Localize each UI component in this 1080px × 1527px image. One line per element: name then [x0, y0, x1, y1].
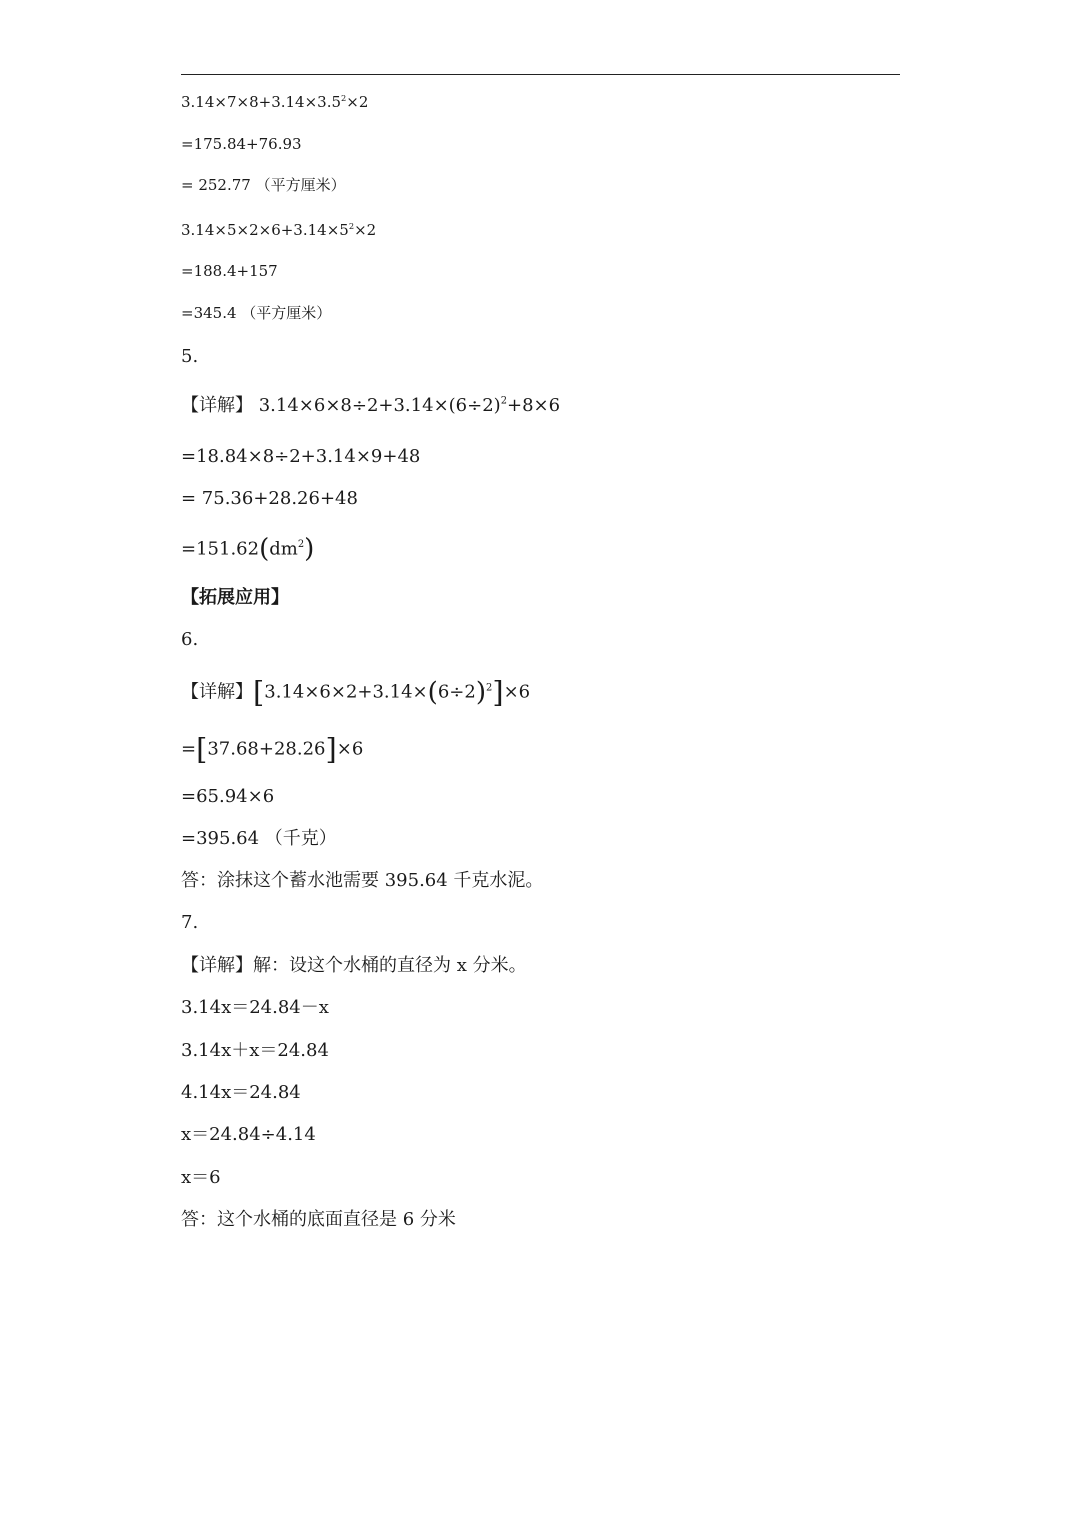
equation-line: =18.84×8÷2+3.14×9+48 — [181, 446, 421, 467]
equation-text: ×6 — [336, 738, 364, 760]
equation-line: =188.4+157 — [181, 262, 278, 280]
solution-line: 【详解】解：设这个水桶的直径为 x 分米。 — [181, 955, 527, 976]
exponent: 2 — [341, 92, 347, 103]
answer-line: 答：这个水桶的底面直径是 6 分米 — [181, 1209, 456, 1230]
equation-text: 3.14×6×2+3.14× — [264, 681, 428, 703]
right-paren: ) — [304, 534, 315, 564]
equation-text: ×2 — [354, 221, 377, 239]
equation-text: = — [181, 738, 197, 760]
section-heading: 【拓展应用】 — [181, 587, 289, 608]
equation-text: =151.62 — [181, 538, 260, 560]
right-bracket: ] — [492, 675, 504, 709]
equation-text: 37.68+28.26 — [207, 738, 326, 760]
detail-label: 【详解】 — [181, 681, 253, 703]
equation-text: ×2 — [346, 93, 369, 111]
equation-line — [181, 92, 369, 111]
equation-line: =345.4 （平方厘米） — [181, 304, 332, 322]
equation-line — [181, 220, 377, 239]
unit-text: dm — [269, 538, 298, 560]
detail-label: 【详解】 — [181, 395, 253, 416]
equation-line: x＝24.84÷4.14 — [181, 1124, 316, 1145]
right-paren: ) — [475, 677, 487, 708]
right-bracket: ] — [325, 732, 337, 766]
left-paren: ( — [259, 534, 270, 564]
exponent: 2 — [500, 395, 507, 407]
exponent: 2 — [297, 538, 305, 550]
equation-text: 3.14×6×8÷2+3.14×(6÷2) — [253, 395, 501, 416]
exponent: 2 — [348, 220, 355, 231]
left-bracket: [ — [253, 675, 265, 709]
equation-line — [181, 178, 346, 193]
equation-line: =65.94×6 — [181, 786, 275, 807]
equation-text: 3.14×5×2×6+3.14×5 — [181, 221, 349, 239]
exponent: 2 — [486, 682, 493, 694]
equation-text: = 252.77 （平方厘米） — [181, 176, 346, 194]
equation-text: 3.14×7×8+3.14×3.5 — [181, 93, 342, 111]
equation-line: x＝6 — [181, 1167, 221, 1188]
equation-line: 3.14x＋x＝24.84 — [181, 1040, 329, 1061]
equation-text: +8×6 — [506, 395, 561, 416]
solution-line — [181, 675, 531, 709]
equation-line — [181, 732, 364, 766]
equation-text: 6÷2 — [437, 681, 476, 703]
question-number: 6. — [181, 629, 199, 650]
question-number: 5. — [181, 346, 199, 367]
equation-line: 4.14x＝24.84 — [181, 1082, 301, 1103]
answer-line: 答：涂抹这个蓄水池需要 395.64 千克水泥。 — [181, 870, 544, 891]
equation-line: =395.64 （千克） — [181, 828, 337, 849]
left-paren: ( — [427, 677, 438, 708]
equation-line: = 75.36+28.26+48 — [181, 488, 358, 509]
solution-line — [181, 397, 560, 415]
header-rule — [181, 74, 900, 75]
question-number: 7. — [181, 912, 199, 933]
equation-text: ×6 — [503, 681, 531, 703]
equation-line: =175.84+76.93 — [181, 135, 302, 153]
left-bracket: [ — [196, 732, 208, 766]
equation-line — [181, 536, 314, 562]
equation-line: 3.14x＝24.84－x — [181, 997, 329, 1018]
